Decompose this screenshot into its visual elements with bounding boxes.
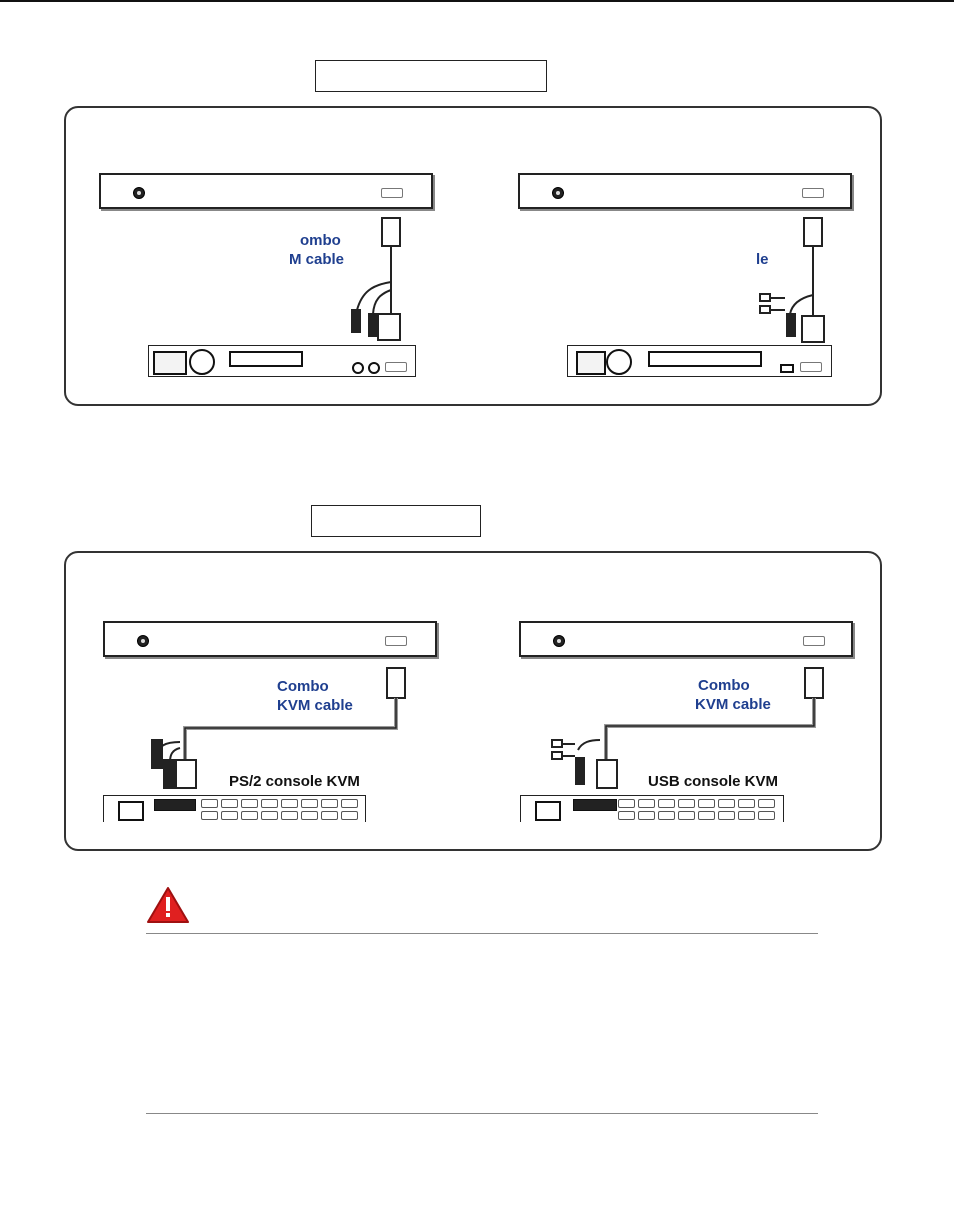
usb-plug-icon [552,740,562,747]
usb-plug-icon [760,294,770,301]
cable-label-line2: M cable [289,251,345,268]
vga-plug-icon [805,668,823,698]
vga-plug-icon [378,314,400,340]
usb-plug-icon [787,314,795,336]
ps2-plug-icon [369,314,377,336]
cable-label-line1: Combo [277,678,329,695]
cable-label-line2: le [756,251,769,268]
vga-plug-icon [382,218,400,246]
ps2-plug-icon [352,310,360,332]
cable-label-line1: ombo [300,232,341,249]
cable-label-line2: KVM cable [277,697,353,714]
vga-plug-icon [387,668,405,698]
vga-plug-icon [597,760,617,788]
ps2-console-kvm-label: PS/2 console KVM [229,773,360,790]
vga-plug-icon [804,218,822,246]
warning-bottom-rule [146,1113,818,1114]
ps2-plug-icon [164,760,174,788]
vga-plug-icon [176,760,196,788]
ps2-plug-icon [152,740,162,768]
usb-plug-icon [576,758,584,784]
warning-top-rule [146,933,818,934]
vga-plug-icon [802,316,824,342]
cable-label-line2: KVM cable [695,696,771,713]
usb-plug-icon [552,752,562,759]
usb-plug-icon [760,306,770,313]
usb-console-kvm-label: USB console KVM [648,773,779,790]
cable-label-line1: Combo [698,677,750,694]
